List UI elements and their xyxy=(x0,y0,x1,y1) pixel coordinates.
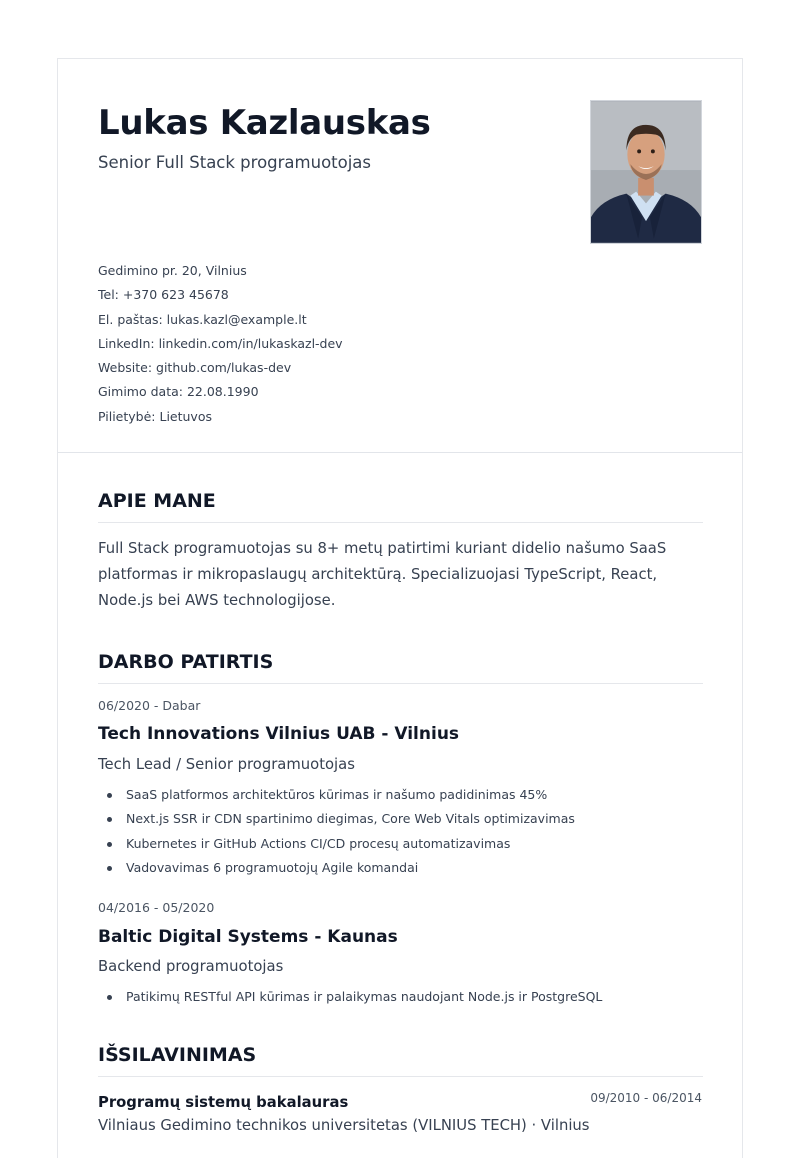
job-bullet: Patikimų RESTful API kūrimas ir palaikymas naudojant Node.js ir PostgreSQL xyxy=(98,988,602,1012)
job-dates: 06/2020 - Dabar xyxy=(98,698,201,713)
job-role: Backend programuotojas xyxy=(98,958,284,975)
contact-address: Gedimino pr. 20, Vilnius xyxy=(98,263,247,278)
job-bullet: Kubernetes ir GitHub Actions CI/CD procesų automatizavimas xyxy=(98,835,575,859)
job-company: Baltic Digital Systems - Kaunas xyxy=(98,927,398,947)
contact-list xyxy=(98,261,343,431)
job-dates: 04/2016 - 05/2020 xyxy=(98,900,215,915)
contact-linkedin: LinkedIn: linkedin.com/in/lukaskazl-dev xyxy=(98,335,343,351)
education-degree: Programų sistemų bakalauras xyxy=(98,1094,349,1111)
candidate-title: Senior Full Stack programuotojas xyxy=(98,153,372,172)
job-role: Tech Lead / Senior programuotojas xyxy=(98,756,355,773)
job-bullet: Vadovavimas 6 programuotojų Agile komandai xyxy=(98,859,575,883)
job-bullet: Next.js SSR ir CDN spartinimo diegimas, Core Web Vitals optimizavimas xyxy=(98,810,575,834)
education-dates: 09/2010 - 06/2014 xyxy=(590,1091,702,1105)
contact-citizenship: Pilietybė: Lietuvos xyxy=(98,408,212,424)
contact-website: Website: github.com/lukas-dev xyxy=(98,360,292,376)
candidate-name: Lukas Kazlauskas xyxy=(98,103,431,143)
section-heading-education: IŠSILAVINIMAS xyxy=(98,1043,703,1077)
section-heading-about: APIE MANE xyxy=(98,489,703,523)
education-school: Vilniaus Gedimino technikos universitetas (VILNIUS TECH) · Vilnius xyxy=(98,1117,590,1134)
contact-birthdate: Gimimo data: 22.08.1990 xyxy=(98,384,259,400)
job-bullets xyxy=(98,786,575,883)
profile-photo xyxy=(590,100,702,244)
cv-page xyxy=(57,58,743,1158)
job-bullets xyxy=(98,988,602,1012)
contact-phone: Tel: +370 623 45678 xyxy=(98,287,229,303)
about-text: Full Stack programuotojas su 8+ metų patirtimi kuriant didelio našumo SaaS platformas ir mikropaslaugų architektūrą. Specializuojasi TypeScript, React, Node.js bei AWS technologijose. xyxy=(98,540,667,609)
contact-email: El. paštas: lukas.kazl@example.lt xyxy=(98,311,307,327)
section-heading-experience: DARBO PATIRTIS xyxy=(98,650,703,684)
portrait-image xyxy=(591,101,701,243)
job-bullet: SaaS platformos architektūros kūrimas ir našumo padidinimas 45% xyxy=(98,786,575,810)
cv-header xyxy=(58,59,742,453)
job-company: Tech Innovations Vilnius UAB - Vilnius xyxy=(98,724,460,744)
